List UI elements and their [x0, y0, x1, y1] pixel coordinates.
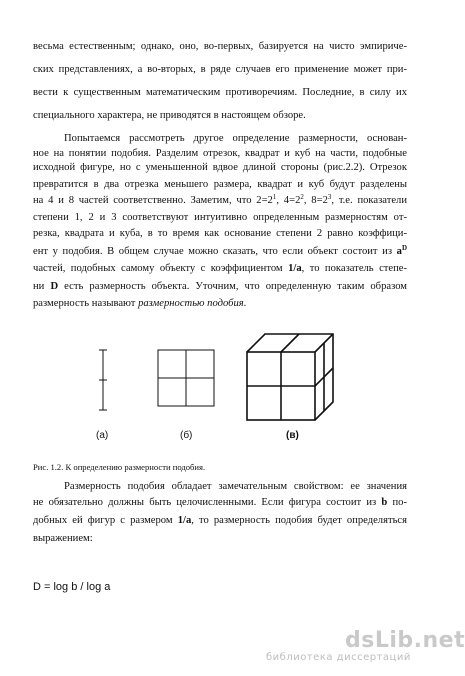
text-line: вести к существенным математическим противоречиям. Последние, в силу их: [33, 87, 407, 98]
watermark-logo: dsLib.net: [345, 628, 465, 653]
text-line: не обязательно должны быть целочисленными. Если фигура состоит из b по-: [33, 497, 407, 508]
variable-ratio: 1/a: [288, 263, 302, 274]
text-line: весьма естественным; однако, оно, во-первых, базируется на чисто эмпириче-: [33, 41, 407, 52]
text-line-with-exponents: на 4 и 8 частей соответственно. Заметим, что $2=2^1$, $4=2^2$, $8=2^3$, т.е. показатели: [33, 193, 407, 206]
text-line: степени 1, 2 и 3 соответствуют интуитивно определенным размерностям от-: [33, 212, 407, 223]
exponent-d: D: [401, 244, 407, 252]
figure-label-c: (в): [286, 430, 299, 441]
term-similarity-dimension: размерностью подобия: [138, 298, 244, 309]
variable-d: D: [50, 281, 59, 292]
text-line: превратится в два отрезка меньшего размера, квадрат и куб будут разделены: [33, 179, 407, 190]
variable-a: a: [396, 246, 402, 257]
text-line: исходной фигуре, но с уменьшенной вдвое длиной стороны (рис.2.2). Отрезок: [33, 162, 407, 173]
dimension-formula: D = log b / log a: [33, 581, 111, 593]
text-line: размерность называют размерностью подобия.: [33, 298, 247, 309]
square-figure: [158, 350, 214, 406]
text-line: выражением:: [33, 533, 93, 544]
figure-label-a: (a): [96, 430, 109, 441]
exponent: 2: [300, 193, 304, 201]
segment-figure: [99, 350, 107, 410]
text-line: ни D есть размерность объекта. Уточним, что определенную таким образом: [33, 281, 407, 292]
variable-ratio: 1/a: [177, 515, 192, 526]
exponent: 1: [272, 193, 277, 201]
text-line: ное на понятии подобия. Разделим отрезок, квадрат и куб на части, подобные: [33, 148, 407, 159]
text-line: частей, подобных самому объекту с коэффициентом 1/a, то показатель степе-: [33, 263, 407, 274]
text-line: Попытаемся рассмотреть другое определение размерности, основан-: [64, 133, 407, 144]
text-line: добных ей фигур с размером 1/a, то размерность подобия будет определяться: [33, 515, 407, 526]
figure-caption: Рис. 1.2. К определению размерности подобия.: [33, 462, 206, 472]
exponent: 3: [327, 193, 332, 201]
figure-label-b: (б): [180, 430, 193, 441]
text-line: специального характера, не приводятся в настоящем обзоре.: [33, 110, 306, 121]
watermark-text: библиотека диссертаций: [266, 652, 411, 663]
text-line: Размерность подобия обладает замечательным свойством: ее значения: [64, 481, 407, 492]
variable-b: b: [381, 497, 388, 508]
figure-shapes: [0, 330, 450, 430]
text-line: ских представлениях, а во-вторых, в ряде случаев его применение может при-: [33, 64, 407, 75]
cube-figure: [247, 334, 333, 420]
text-line: резка, квадрата и куба, в то время как основание степени 2 равно коэффици-: [33, 228, 407, 239]
text-line: ент у подобия. В общем случае можно сказать, что если объект состоит из $a^D$: [33, 244, 407, 257]
